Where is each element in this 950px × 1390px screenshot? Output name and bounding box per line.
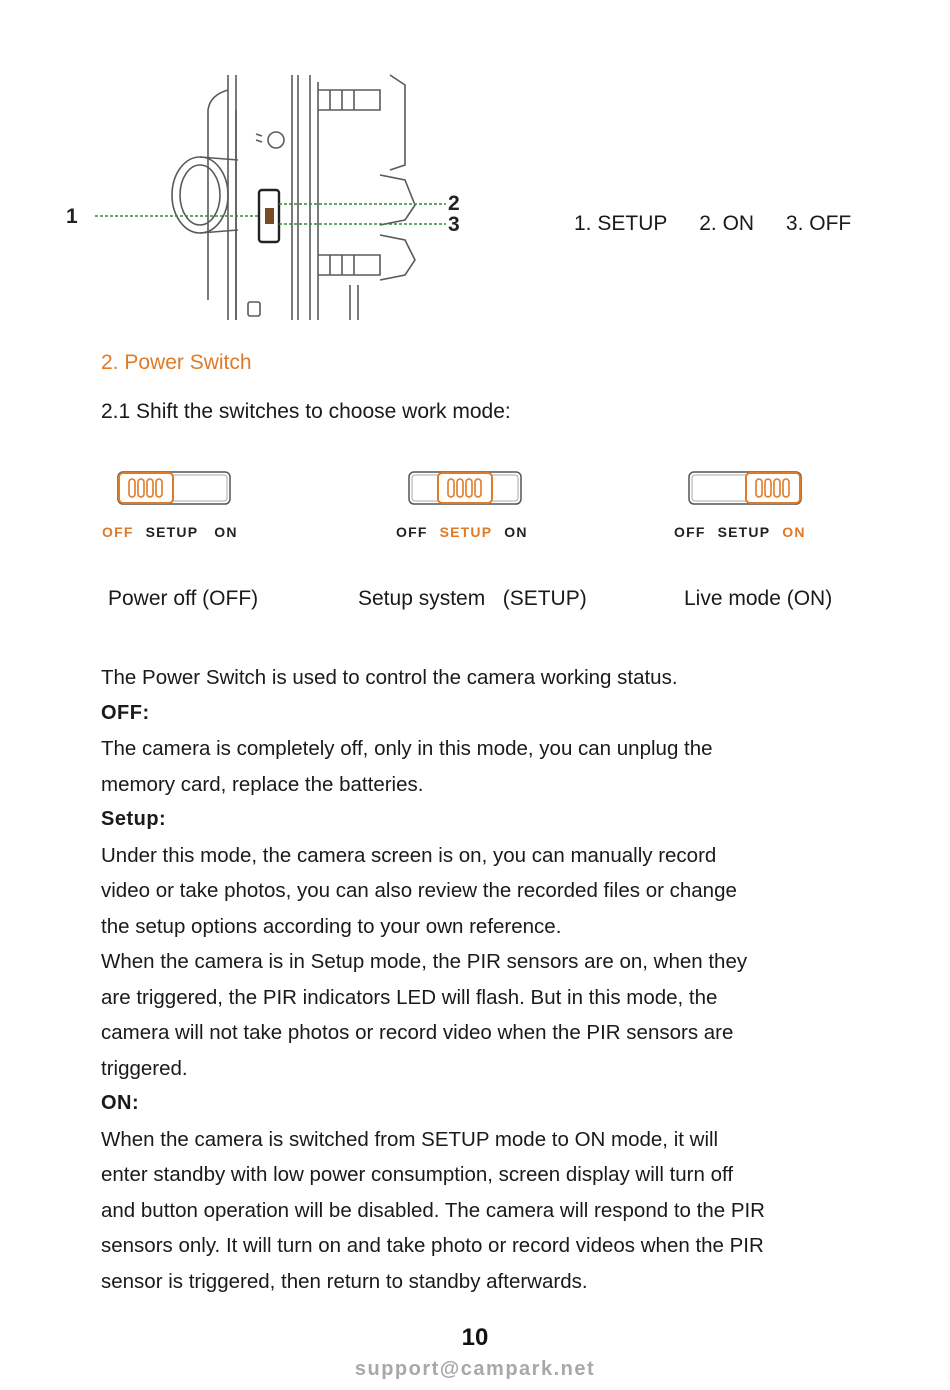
switch-off-icon — [116, 470, 234, 508]
setup-heading: Setup: — [101, 808, 167, 830]
legend-on: 2. ON — [699, 212, 755, 235]
switch-off-labels — [102, 524, 250, 540]
callout-3: 3 — [448, 213, 460, 236]
setup-line: are triggered, the PIR indicators LED will flash. But in this mode, the — [101, 985, 718, 1009]
label-on: ON — [504, 524, 528, 540]
caption-power-off: Power off (OFF) — [108, 587, 259, 610]
label-on: ON — [782, 524, 806, 540]
label-setup: SETUP — [717, 524, 771, 540]
section-title: 2. Power Switch — [101, 351, 252, 374]
support-email: support@campark.net — [354, 1358, 596, 1380]
caption-live-mode: Live mode (ON) — [684, 587, 833, 610]
label-off: OFF — [674, 524, 706, 540]
switch-on-icon — [687, 470, 805, 508]
label-setup: SETUP — [439, 524, 493, 540]
setup-line: video or take photos, you can also review the recorded files or change — [101, 879, 737, 902]
caption-setup-system: Setup system (SETUP) — [358, 587, 587, 610]
setup-line: triggered. — [101, 1056, 188, 1080]
camera-switch-diagram — [60, 70, 480, 325]
legend-setup: 1. SETUP — [574, 212, 668, 235]
label-on: ON — [214, 524, 238, 540]
setup-line: When the camera is in Setup mode, the PIR sensors are on, when they — [101, 950, 748, 973]
label-off: OFF — [396, 524, 428, 540]
label-setup: SETUP — [145, 524, 199, 540]
switch-setup-icon — [407, 470, 525, 508]
switch-setup-labels — [396, 524, 540, 540]
callout-2: 2 — [448, 192, 460, 215]
body-text — [101, 660, 871, 1299]
on-heading: ON: — [101, 1092, 140, 1114]
on-line: sensor is triggered, then return to standby afterwards. — [101, 1269, 588, 1293]
legend-off: 3. OFF — [785, 212, 852, 235]
callout-legend — [574, 212, 851, 236]
page-number: 10 — [461, 1324, 489, 1351]
callout-1: 1 — [66, 205, 78, 228]
switch-on-labels — [674, 524, 818, 540]
label-off: OFF — [102, 524, 134, 540]
setup-line: camera will not take photos or record video when the PIR sensors are — [101, 1021, 734, 1044]
step-instruction: 2.1 Shift the switches to choose work mode: — [101, 400, 511, 423]
on-line: When the camera is switched from SETUP mode to ON mode, it will — [101, 1127, 719, 1151]
intro-paragraph: The Power Switch is used to control the camera working status. — [101, 666, 678, 689]
setup-line: Under this mode, the camera screen is on, you can manually record — [101, 843, 717, 867]
on-line: and button operation will be disabled. The camera will respond to the PIR — [101, 1198, 765, 1222]
on-line: sensors only. It will turn on and take photo or record videos when the PIR — [101, 1234, 764, 1257]
setup-line: the setup options according to your own reference. — [101, 914, 562, 938]
off-line: memory card, replace the batteries. — [101, 772, 424, 796]
on-line: enter standby with low power consumption, screen display will turn off — [101, 1163, 734, 1186]
off-line: The camera is completely off, only in this mode, you can unplug the — [101, 737, 713, 760]
off-heading: OFF: — [101, 701, 150, 724]
